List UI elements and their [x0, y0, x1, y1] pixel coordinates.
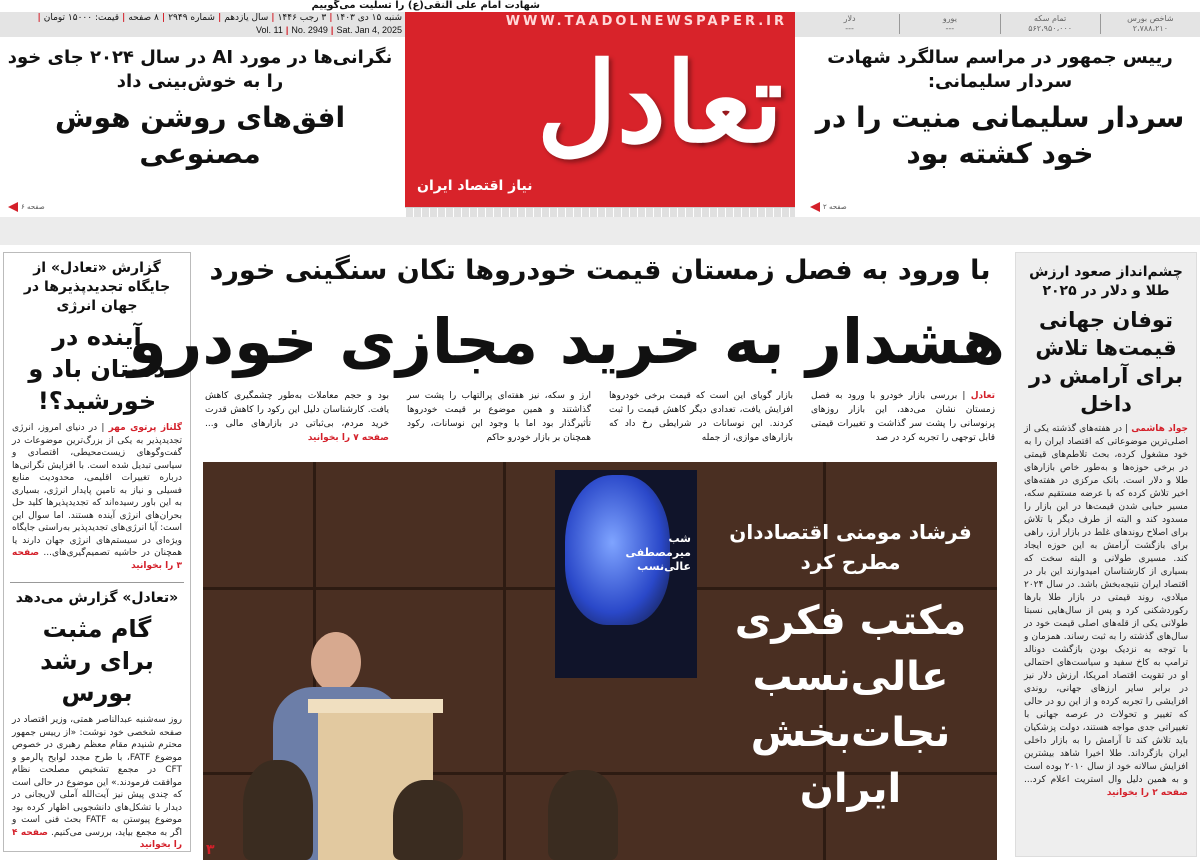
lead-body — [205, 389, 995, 445]
page-count-item: ۸ صفحه| — [122, 13, 159, 23]
price: قیمت: ۱۵۰۰۰ تومان — [43, 13, 120, 23]
date-hijri-item: ۳ رجب ۱۴۴۶| — [271, 13, 327, 23]
page-ref[interactable] — [810, 202, 847, 212]
ticker-dollar — [800, 14, 899, 34]
volume-english-item — [256, 25, 283, 37]
story-kicker: «تعادل» گزارش می‌دهد — [15, 590, 179, 606]
top-left-teaser[interactable] — [5, 46, 395, 172]
right-column — [1015, 252, 1197, 857]
wall-panel-line — [503, 462, 506, 860]
separator-band — [0, 217, 1200, 245]
story-kicker: چشم‌انداز صعود ارزش طلا و دلار در ۲۰۲۵ — [1029, 264, 1183, 299]
logo-wordmark: تعادل — [536, 38, 783, 167]
date-persian-item: شنبه ۱۵ دی ۱۴۰۳| — [329, 13, 402, 23]
page-count: ۸ صفحه — [128, 13, 159, 23]
bust-statue — [243, 760, 313, 860]
lead-headline[interactable]: هشدار به خرید مجازی خودرو — [128, 305, 1005, 378]
issue-persian: شماره ۲۹۴۹ — [168, 13, 215, 23]
photo-headline[interactable]: مکتب فکری عالی‌نسب نجات‌بخش ایران — [734, 598, 967, 812]
lead-subhead: با ورود به فصل زمستان قیمت خودروها تکان سنگینی خورد — [209, 255, 991, 286]
continue-link[interactable]: صفحه ۲ را بخوانید — [1106, 788, 1188, 798]
issue-english: No. 2949 — [291, 24, 328, 35]
arrow-icon — [8, 202, 18, 212]
byline: گلناز پرتوی مهر — [108, 423, 182, 433]
ticker-value: --- — [945, 24, 955, 33]
logo-tagline: نیاز اقتصاد ایران — [417, 178, 533, 194]
bust-statue — [548, 770, 618, 860]
story-kicker: گزارش «تعادل» از جایگاه تجدیدپذیرها در جهان انرژی — [23, 260, 171, 314]
continue-link[interactable]: صفحه ۴ را بخوانید — [12, 827, 182, 850]
continue-link[interactable]: صفحه ۳ را بخوانید — [12, 548, 182, 571]
ruler-decoration — [405, 207, 795, 217]
arrow-icon — [810, 202, 820, 212]
ticker-stock-index — [1100, 14, 1200, 34]
lead-photo[interactable] — [203, 462, 997, 860]
website-url: WWW.TAADOLNEWSPAPER.IR — [505, 14, 787, 29]
top-right-teaser[interactable] — [805, 46, 1195, 172]
date-persian: شنبه ۱۵ دی ۱۴۰۳ — [335, 13, 402, 23]
ticker-value: --- — [845, 24, 854, 33]
story-body — [12, 714, 182, 852]
page-ref-label: صفحه ۶ — [21, 203, 45, 211]
body-text: بود و حجم معاملات به‌طور چشمگیری کاهش یافت. کارشناسان دلیل این رکود را کاهش قدرت خرید مردم، بی‌ثباتی در بازارهای مالی و... — [205, 391, 389, 429]
ticker-label: تمام سکه — [1034, 14, 1067, 23]
ticker-euro — [899, 14, 999, 34]
body-text: | در دنیای امروز، انرژی تجدیدپذیر به یکی از بزرگ‌ترین موضوعات در گفت‌وگوهای زیست‌محیطی، اقتصادی و سیاسی تبدیل شده است. با افزایش نگرانی‌ها درباره تغییرات اقلیمی، محدودیت منابع فسیلی و نیاز به تامین پایدار انرژی، بسیاری به این باور رسیده‌اند که تجدیدپذیرها کلید حل بحران‌های انرژی آینده هستند. اما سوال این است: آیا انرژی‌های تجدیدپذیر به‌راستی جایگاه ویژه‌ای در سیستم‌های انرژی جهان دارند یا همچنان در حاشیه تصمیم‌گیری‌های... — [12, 423, 182, 558]
lead-column — [205, 389, 389, 445]
market-ticker — [800, 12, 1200, 36]
lead-column: ارز و سکه، نیز هفته‌ای پرالتهاب را پشت سر گذاشتند و همین موضوع بر قیمت خودروها تأثیرگذار بود اما با وجود این نوسانات، رکود همچنان بر بازار خودرو حاکم — [407, 391, 591, 443]
ticker-value: ۵۶۲،۹۵۰،۰۰۰ — [1028, 24, 1073, 33]
photo-kicker: فرشاد مومنی اقتصاددان مطرح کرد — [729, 520, 972, 574]
date-english: Sat. Jan 4, 2025 — [336, 24, 402, 35]
story-body — [1024, 423, 1188, 800]
volume-persian-item: سال یازدهم| — [217, 13, 269, 23]
continue-link[interactable]: صفحه ۷ را بخوانید — [307, 433, 389, 443]
volume-persian: سال یازدهم — [224, 13, 269, 23]
issue-persian-item: شماره ۲۹۴۹| — [161, 13, 215, 23]
story-gold-dollar[interactable] — [1016, 253, 1196, 806]
story-body — [12, 422, 182, 572]
poster-title: شب میرمصطفی عالی‌نسب — [625, 532, 691, 573]
story-bourse[interactable] — [4, 583, 190, 858]
photo-overlay — [708, 517, 993, 817]
story-headline[interactable]: گام مثبت برای رشد بورس — [40, 615, 154, 707]
event-poster — [555, 470, 697, 678]
body-text: | بررسی بازار خودرو با ورود به فصل زمستان نشان می‌دهد، این بازار روزهای پرنوسانی را پشت سر گذاشت و تغییرات قیمتی قابل توجهی را تجربه کرد در صد — [811, 391, 995, 443]
price-item: قیمت: ۱۵۰۰۰ تومان| — [37, 13, 120, 23]
story-headline[interactable]: توفان جهانی قیمت‌ها تلاش برای آرامش در داخل — [1028, 308, 1184, 416]
lead-column — [811, 389, 995, 445]
byline: جواد هاشمی — [1131, 424, 1189, 434]
issue-english-item: No. 2949| — [285, 24, 328, 35]
teaser-headline[interactable]: افق‌های روشن هوش مصنوعی — [54, 101, 346, 170]
bust-statue — [393, 780, 463, 860]
page-ref[interactable] — [8, 202, 45, 212]
teaser-kicker: رییس جمهور در مراسم سالگرد شهادت سردار سلیمانی: — [827, 47, 1173, 92]
dateline — [4, 13, 402, 36]
teaser-headline[interactable]: سردار سلیمانی منیت را در خود کشته بود — [815, 101, 1185, 170]
ticker-label: یورو — [942, 14, 957, 23]
ticker-label: شاخص بورس — [1127, 14, 1174, 23]
page-ref-label: صفحه ۲ — [823, 203, 847, 211]
masthead-note: شهادت امام علی النقی(ع) را تسلیت می‌گوییم — [311, 0, 540, 11]
body-text: | در هفته‌های گذشته یکی از اصلی‌ترین موضوعاتی که اقتصاد ایران را به خود مشغول کرده، بحث تلاطم‌های قیمتی در برخی حوزه‌ها و به‌طور خاص بازارهای طلا و دلار است. بانک مرکزی در هفته‌های اخیر تلاش کرده که با عرضه مستقیم سکه، مسیر حبابی شدن قیمت‌ها در این بازار را مسدود کند و البته از طرف دیگر با تلاش برای اصلاح روندهای غلط در بازار ارز، راهی برای بازگشت آرامش به این حوزه ایجاد کند. مسیری طولانی و البته سخت که بسیاری از کارشناسان امیدوارند این بار در اقتصاد ایران نتیجه‌بخش باشد. در سال ۲۰۲۴ میلادی، روند قیمتی در بازار طلا بارها رکوردشکنی کرد و پس از سال‌هایی نسبتا طولانی یکی از قله‌های اصلی قیمت خود در سال‌های گذشته را به ثبت رساند. همزمان و با توجه به نزدیک بودن بازگشت دونالد ترامپ به کاخ سفید و سیاست‌های احتمالی او در تقویت اقتصاد امریکا، ارزش دلار نیز در برابر سایر ارزهای جهانی، روندی افزایشی را تجربه کرده و از این رو در حالی که تغییر و تحولات در عرصه جهانی با تغییراتی جدی مواجه هستند، دولت پزشکیان باید تلاش کند تا آرامش را به بازار داخلی ایران بازگرداند. طلا اخیرا شاهد بیشترین افزایش سالانه خود از سال ۲۰۱۰ بوده است و به همین دلیل وال استریت اعلام کرد... — [1024, 424, 1188, 785]
date-hijri: ۳ رجب ۱۴۴۶ — [277, 13, 327, 23]
photo-page-ref[interactable]: ۳ — [206, 842, 215, 858]
lead-column: بازار گویای این است که قیمت برخی خودروها افزایش یافت، تعدادی دیگر کاهش قیمت را ثبت کردند. این نوسانات در شرایطی رخ داد که بازارهای موازی، از جمله — [609, 391, 793, 443]
ticker-label: دلار — [843, 14, 856, 23]
body-text: روز سه‌شنبه عبدالناصر همتی، وزیر اقتصاد در صفحه شخصی خود نوشت: «از رییس جمهور محترم شنیدم مقام معظم رهبری در خصوص موضوع FATF، با طرح مجدد لوایح پالرمو و CFT در مجمع تشخیص مصلحت نظام موافقت فرمودند.» این موضوع در حالی است که چندی پیش نیز آیت‌الله آملی لاریجانی در دیدار با تشکل‌های دانشجویی اظهار کرده بود موضوع پیوستن به FATF بحث فنی است و اگر به مجمع بیاید، بررسی می‌کنیم. — [12, 715, 182, 838]
ticker-gold-coin — [1000, 14, 1100, 34]
teaser-kicker: نگرانی‌ها در مورد AI در سال ۲۰۲۴ جای خود را به خوش‌بینی داد — [7, 47, 393, 92]
story-headline[interactable]: آینده در دستان باد و خورشید؟! — [28, 323, 166, 415]
volume-english: Vol. 11 — [255, 24, 283, 35]
masthead-logo — [405, 12, 795, 217]
date-english-item: Sat. Jan 4, 2025| — [330, 24, 402, 35]
ticker-value: ۲،۷۸۸،۲۱۰ — [1132, 24, 1168, 33]
byline: تعادل — [970, 391, 995, 401]
